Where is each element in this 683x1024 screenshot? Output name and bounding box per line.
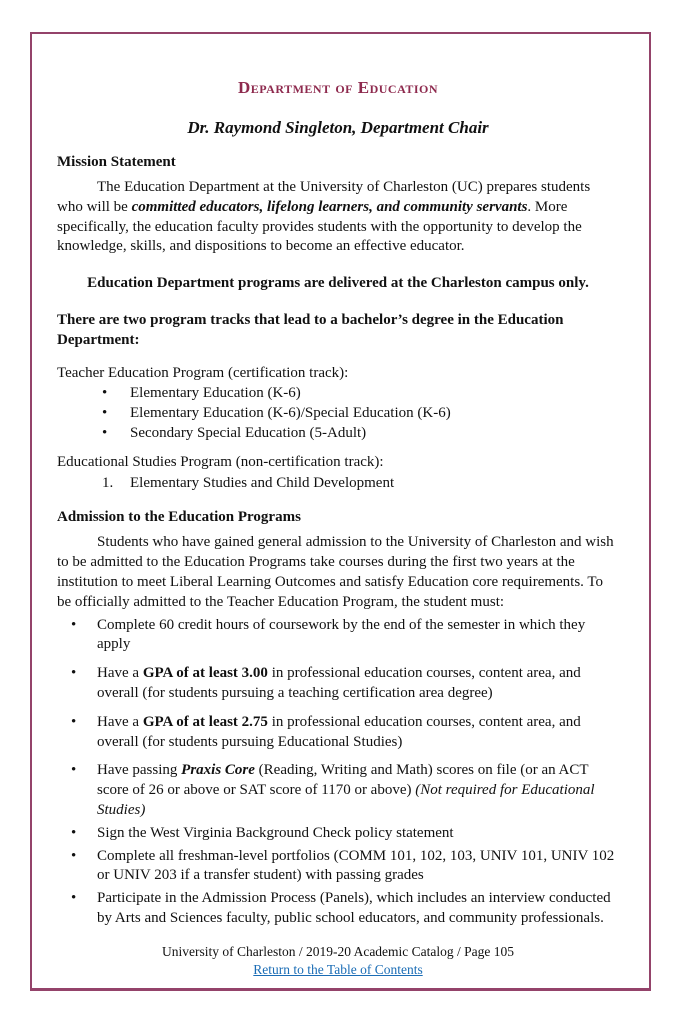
list-item-label: Secondary Special Education (5-Adult)	[130, 424, 367, 441]
requirement-item	[71, 824, 619, 844]
bullet-icon: •	[102, 424, 108, 441]
requirement-text: Sign the West Virginia Background Check policy statement	[97, 824, 454, 841]
delivery-notice: Education Department programs are delivered at the Charleston campus only.	[87, 275, 589, 292]
catalog-page-line: University of Charleston / 2019-20 Academic Catalog / Page 105	[161, 943, 515, 959]
requirement-item	[71, 847, 619, 887]
department-title: Department of Education	[237, 78, 439, 97]
admission-requirements-list	[71, 616, 619, 929]
bullet-icon: •	[71, 762, 77, 779]
requirement-item	[71, 664, 619, 704]
item-number: 1.	[102, 474, 114, 491]
chair-line: Dr. Raymond Singleton, Department Chair	[187, 118, 489, 137]
admission-intro-paragraph: Students who have gained general admission to the University of Charleston and wish to be admitted to the Education Programs take courses during the first two years at the institution to meet Liberal Learning Outcomes and satisfy Education core requirements. To be officially admitted to the Teacher Education Program, the student must:	[57, 534, 614, 610]
tracks-heading: There are two program tracks that lead to a bachelor’s degree in the Education Department:	[57, 311, 564, 348]
return-to-toc-link[interactable]: Return to the Table of Contents	[253, 961, 423, 977]
requirement-text: Complete all freshman-level portfolios (COMM 101, 102, 103, UNIV 101, UNIV 102 or UNIV 203 if a transfer student) with passing grades	[97, 847, 615, 884]
mission-heading: Mission Statement	[57, 154, 176, 170]
bullet-icon: •	[102, 405, 108, 422]
studies-program-label: Educational Studies Program (non-certification track):	[57, 453, 384, 470]
page-footer	[57, 943, 619, 981]
page-border-frame	[30, 32, 651, 991]
list-item-label: Elementary Education (K-6)	[130, 385, 301, 402]
requirement-text: Have a GPA of at least 3.00 in professional education courses, content area, and overall (for students pursuing a teaching certification area degree)	[97, 665, 581, 701]
bullet-icon: •	[71, 616, 77, 633]
requirement-text: Have passing Praxis Core (Reading, Writing and Math) scores on file (or an ACT score of 26 or above or SAT score of 1170 or above) (Not required for Educational Studies)	[97, 762, 595, 818]
bullet-icon: •	[71, 713, 77, 730]
requirement-text: Have a GPA of at least 2.75 in professional education courses, content area, and overall (for students pursuing Educational Studies)	[97, 713, 581, 750]
requirement-item	[71, 616, 619, 656]
bullet-icon: •	[71, 847, 77, 864]
requirement-item	[71, 889, 619, 929]
bullet-icon: •	[71, 665, 77, 682]
list-item	[102, 404, 619, 424]
teacher-program-list	[102, 384, 619, 443]
requirement-text: Participate in the Admission Process (Panels), which includes an interview conducted by Arts and Sciences faculty, public school educators, and community professionals.	[97, 890, 611, 926]
list-item	[102, 384, 619, 404]
list-item-label: Elementary Education (K-6)/Special Education (K-6)	[130, 405, 451, 422]
bullet-icon: •	[102, 385, 108, 402]
list-item	[102, 424, 619, 444]
teacher-program-label: Teacher Education Program (certification track):	[57, 364, 349, 381]
studies-program-list	[102, 474, 619, 494]
requirement-item	[71, 761, 619, 820]
bullet-icon: •	[71, 824, 77, 841]
list-item	[102, 474, 619, 494]
admission-heading: Admission to the Education Programs	[57, 509, 301, 526]
bullet-icon: •	[71, 890, 77, 907]
mission-paragraph: The Education Department at the University of Charleston (UC) prepares students who will be committed educators, lifelong learners, and community servants. More specifically, the education faculty provides students with the opportunity to develop the knowledge, skills, and dispositions to become an effective educator.	[57, 179, 591, 255]
requirement-text: Complete 60 credit hours of coursework by the end of the semester in which they apply	[97, 616, 586, 653]
requirement-item	[71, 713, 619, 753]
list-item-label: Elementary Studies and Child Development	[130, 474, 395, 491]
